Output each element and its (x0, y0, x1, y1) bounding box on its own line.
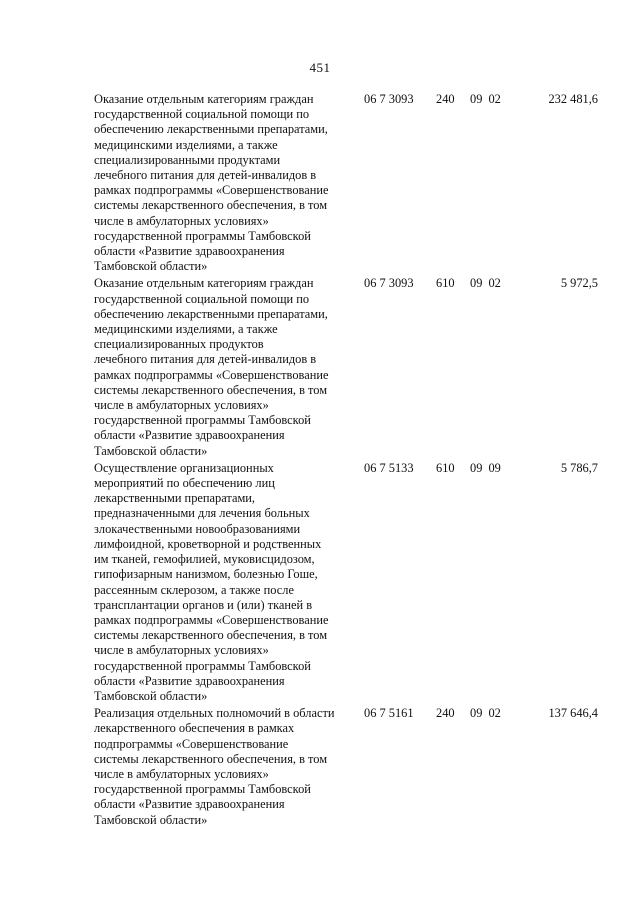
row-section: 09 02 (470, 276, 501, 291)
row-section: 09 02 (470, 706, 501, 721)
page-number: 451 (309, 60, 331, 75)
row-amount: 5 786,7 (560, 460, 598, 475)
table-row (94, 92, 608, 274)
row-description: Оказание отдельным категориям граждан государственной социальной помощи по обеспечению лекарственными препаратами, медицинскими изделиями, а также специализированных продуктов лечебного питания для детей-инвалидов в рамках подпрограммы «Совершенствование системы лекарственного обеспечения, в том числе в амбулаторных условиях» государственной программы Тамбовской области «Развитие здравоохранения Тамбовской области» (94, 276, 329, 458)
table-row (94, 276, 608, 458)
row-target-code: 06 7 3093 (364, 92, 414, 106)
budget-table (94, 92, 608, 830)
table-row (94, 706, 608, 828)
row-target-code: 06 7 5161 (364, 706, 414, 721)
row-expense-type: 240 (436, 92, 455, 106)
row-expense-type: 240 (436, 706, 455, 721)
row-amount: 5 972,5 (560, 276, 598, 291)
row-target-code: 06 7 5133 (364, 460, 414, 475)
row-description: Оказание отдельным категориям граждан государственной социальной помощи по обеспечению лекарственными препаратами, медицинскими изделиями, а также специализированными продуктами лечебного питания для детей-инвалидов в рамках подпрограммы «Совершенствование системы лекарственного обеспечения, в том числе в амбулаторных условиях» государственной программы Тамбовской области «Развитие здравоохранения Тамбовской области» (94, 92, 329, 274)
row-expense-type: 610 (436, 276, 455, 291)
row-amount: 232 481,6 (548, 92, 598, 106)
row-description: Реализация отдельных полномочий в области лекарственного обеспечения в рамках подпрограммы «Совершенствование системы лекарственного обеспечения, в том числе в амбулаторных условиях» государственной программы Тамбовской области «Развитие здравоохранения Тамбовской области» (94, 706, 335, 827)
row-expense-type: 610 (436, 460, 455, 475)
row-section: 09 09 (470, 460, 501, 475)
row-target-code: 06 7 3093 (364, 276, 414, 291)
table-row (94, 461, 608, 704)
row-description: Осуществление организационных мероприятий по обеспечению лиц лекарственными препаратами, предназначенными для лечения больных злокачественными новообразованиями лимфоидной, кроветворной и родственных им тканей, гемофилией, муковисцидозом, гипофизарным нанизмом, болезнью Гоше, рассеянным склерозом, а также после трансплантации органов и (или) тканей в рамках подпрограммы «Совершенствование системы лекарственного обеспечения, в том числе в амбулаторных условиях» государственной программы Тамбовской области «Развитие здравоохранения Тамбовской области» (94, 460, 329, 703)
row-section: 09 02 (470, 92, 501, 106)
row-amount: 137 646,4 (548, 706, 598, 721)
